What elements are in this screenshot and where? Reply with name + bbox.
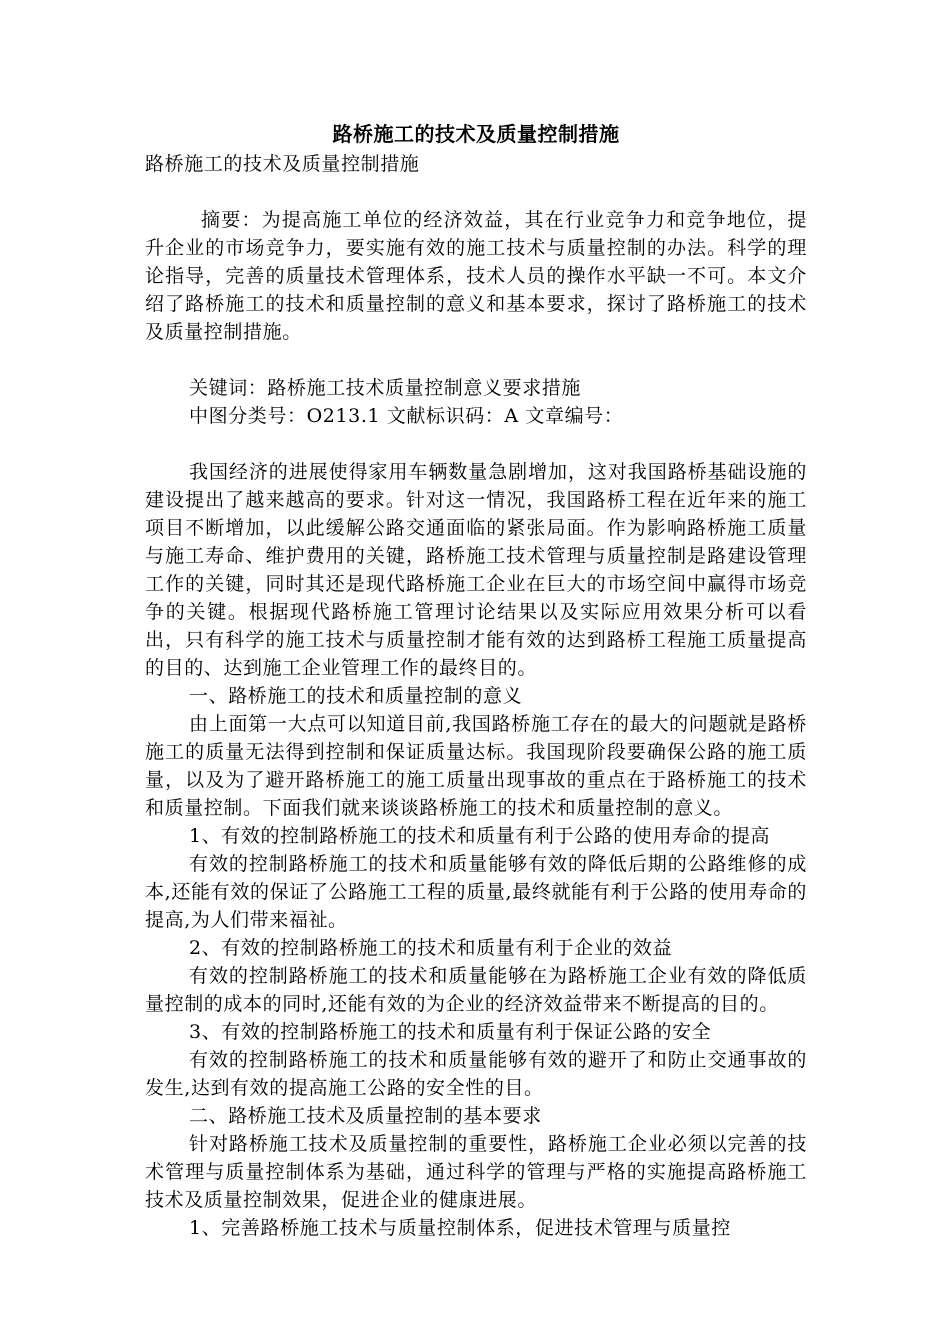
document-page (145, 118, 807, 1242)
body-paragraph: 由上面第一大点可以知道目前,我国路桥施工存在的最大的问题就是路桥施工的质量无法得到控制和保证质量达标。我国现阶段要确保公路的施工质量，以及为了避开路桥施工的施工质量出现事故的重点在于路桥施工的技术和质量控制。下面我们就来谈谈路桥施工的技术和质量控制的意义。 (145, 713, 807, 819)
keywords-line: 关键词：路桥施工技术质量控制意义要求措施 (189, 377, 582, 399)
spacer (145, 430, 807, 458)
body-paragraph: 有效的控制路桥施工的技术和质量能够有效的降低后期的公路维修的成本,还能有效的保证了公路施工工程的质量,最终就能有利于公路的使用寿命的提高,为人们带来福祉。 (145, 853, 807, 931)
body-paragraph: 有效的控制路桥施工的技术和质量能够有效的避开了和防止交通事故的发生,达到有效的提高施工公路的安全性的目。 (145, 1049, 807, 1099)
body-paragraph: 我国经济的进展使得家用车辆数量急剧增加，这对我国路桥基础设施的建设提出了越来越高的要求。针对这一情况，我国路桥工程在近年来的施工项目不断增加，以此缓解公路交通面临的紧张局面。作为影响路桥施工质量与施工寿命、维护费用的关键，路桥施工技术管理与质量控制是路建设管理工作的关键，同时其还是现代路桥施工企业在巨大的市场空间中赢得市场竞争的关键。根据现代路桥施工管理讨论结果以及实际应用效果分析可以看出，只有科学的施工技术与质量控制才能有效的达到路桥工程施工质量提高的目的、达到施工企业管理工作的最终目的。 (145, 461, 807, 679)
body-paragraph: 针对路桥施工技术及质量控制的重要性，路桥施工企业必须以完善的技术管理与质量控制体系为基础，通过科学的管理与严格的实施提高路桥施工技术及质量控制效果，促进企业的健康进展。 (145, 1133, 807, 1211)
subsection-heading: 1、有效的控制路桥施工的技术和质量有利于公路的使用寿命的提高 (189, 825, 771, 847)
subsection-heading: 3、有效的控制路桥施工的技术和质量有利于保证公路的安全 (189, 1021, 712, 1043)
section-heading: 一、路桥施工的技术和质量控制的意义 (189, 685, 523, 707)
spacer (145, 178, 807, 206)
classification-line: 中图分类号：O213.1 文献标识码：A 文章编号： (189, 405, 624, 427)
body-paragraph: 有效的控制路桥施工的技术和质量能够在为路桥施工企业有效的降低质量控制的成本的同时,还能有效的为企业的经济效益带来不断提高的目的。 (145, 965, 807, 1015)
abstract-paragraph: 摘要：为提高施工单位的经济效益，其在行业竞争力和竞争地位，提升企业的市场竞争力，要实施有效的施工技术与质量控制的办法。科学的理论指导，完善的质量技术管理体系，技术人员的操作水平缺一不可。本文介绍了路桥施工的技术和质量控制的意义和基本要求，探讨了路桥施工的技术及质量控制措施。 (145, 209, 807, 343)
document-subtitle: 路桥施工的技术及质量控制措施 (145, 153, 420, 175)
section-heading: 二、路桥施工技术及质量控制的基本要求 (189, 1105, 542, 1127)
subsection-heading: 2、有效的控制路桥施工的技术和质量有利于企业的效益 (189, 937, 673, 959)
document-title: 路桥施工的技术及质量控制措施 (332, 122, 620, 146)
subsection-heading: 1、完善路桥施工技术与质量控制体系，促进技术管理与质量控 (189, 1217, 731, 1239)
spacer (145, 346, 807, 374)
